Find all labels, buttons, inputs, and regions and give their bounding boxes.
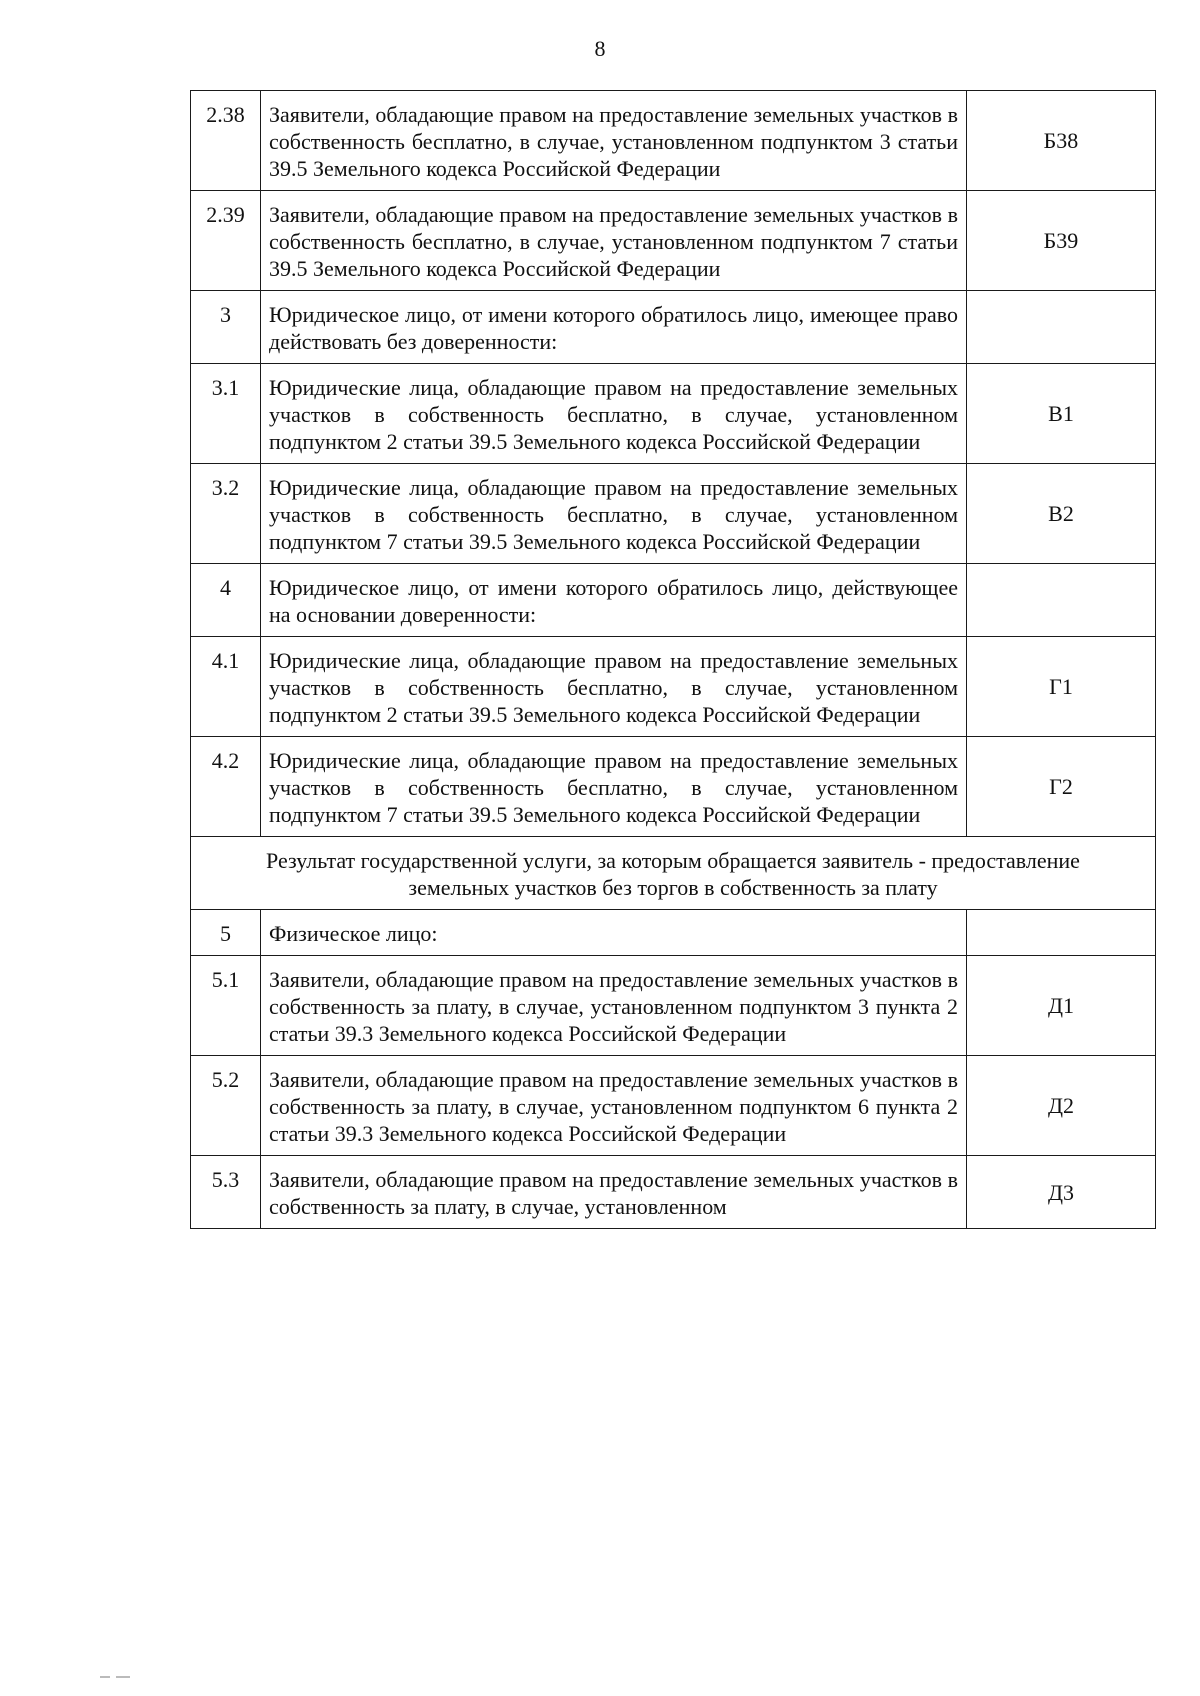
table-row [191,1156,1156,1229]
table-row [191,956,1156,1056]
applicant-description: Заявители, обладающие правом на предоставление земельных участков в собственность за плату, в случае, установленном подпунктом 3 пункта 2 статьи 39.3 Земельного кодекса Российской Федерации [261,956,967,1056]
applicant-description: Заявители, обладающие правом на предоставление земельных участков в собственность за плату, в случае, установленном [261,1156,967,1229]
row-number: 4.1 [191,637,261,737]
row-number: 5 [191,910,261,956]
row-number: 5.2 [191,1056,261,1156]
applicant-description: Юридическое лицо, от имени которого обратилось лицо, действующее на основании доверенности: [261,564,967,637]
category-code: В2 [967,464,1156,564]
category-code: Б39 [967,191,1156,291]
scan-mark [100,1676,110,1678]
category-code: Б38 [967,91,1156,191]
table-row [191,910,1156,956]
applicant-description: Юридические лица, обладающие правом на предоставление земельных участков в собственность бесплатно, в случае, установленном подпунктом 7 статьи 39.5 Земельного кодекса Российской Федерации [261,737,967,837]
row-number: 3.2 [191,464,261,564]
applicants-table [190,90,1156,1229]
table-row [191,191,1156,291]
category-code: Д1 [967,956,1156,1056]
table-row [191,464,1156,564]
row-number: 3.1 [191,364,261,464]
table-row [191,1056,1156,1156]
row-number: 3 [191,291,261,364]
section-header-row [191,837,1156,910]
applicant-description: Физическое лицо: [261,910,967,956]
row-number: 2.38 [191,91,261,191]
applicant-description: Юридическое лицо, от имени которого обратилось лицо, имеющее право действовать без доверенности: [261,291,967,364]
applicant-description: Юридические лица, обладающие правом на предоставление земельных участков в собственность бесплатно, в случае, установленном подпунктом 2 статьи 39.5 Земельного кодекса Российской Федерации [261,637,967,737]
row-number: 4 [191,564,261,637]
row-number: 5.1 [191,956,261,1056]
table-row [191,564,1156,637]
category-code [967,564,1156,637]
category-code [967,291,1156,364]
table-body [191,91,1156,1229]
page-number: 8 [594,36,606,61]
applicant-description: Юридические лица, обладающие правом на предоставление земельных участков в собственность бесплатно, в случае, установленном подпунктом 7 статьи 39.5 Земельного кодекса Российской Федерации [261,464,967,564]
applicant-description: Заявители, обладающие правом на предоставление земельных участков в собственность за плату, в случае, установленном подпунктом 6 пункта 2 статьи 39.3 Земельного кодекса Российской Федерации [261,1056,967,1156]
category-code [967,910,1156,956]
category-code: В1 [967,364,1156,464]
category-code: Д3 [967,1156,1156,1229]
section-title: Результат государственной услуги, за которым обращается заявитель - предоставление земельных участков без торгов в собственность за плату [191,837,1156,910]
row-number: 5.3 [191,1156,261,1229]
table-row [191,737,1156,837]
applicant-description: Заявители, обладающие правом на предоставление земельных участков в собственность бесплатно, в случае, установленном подпунктом 7 статьи 39.5 Земельного кодекса Российской Федерации [261,191,967,291]
category-code: Д2 [967,1056,1156,1156]
table-row [191,364,1156,464]
category-code: Г2 [967,737,1156,837]
scan-mark [116,1676,130,1678]
table-row [191,637,1156,737]
applicant-description: Юридические лица, обладающие правом на предоставление земельных участков в собственность бесплатно, в случае, установленном подпунктом 2 статьи 39.5 Земельного кодекса Российской Федерации [261,364,967,464]
applicant-description: Заявители, обладающие правом на предоставление земельных участков в собственность бесплатно, в случае, установленном подпунктом 3 статьи 39.5 Земельного кодекса Российской Федерации [261,91,967,191]
row-number: 4.2 [191,737,261,837]
category-code: Г1 [967,637,1156,737]
table-row [191,291,1156,364]
row-number: 2.39 [191,191,261,291]
table-row [191,91,1156,191]
